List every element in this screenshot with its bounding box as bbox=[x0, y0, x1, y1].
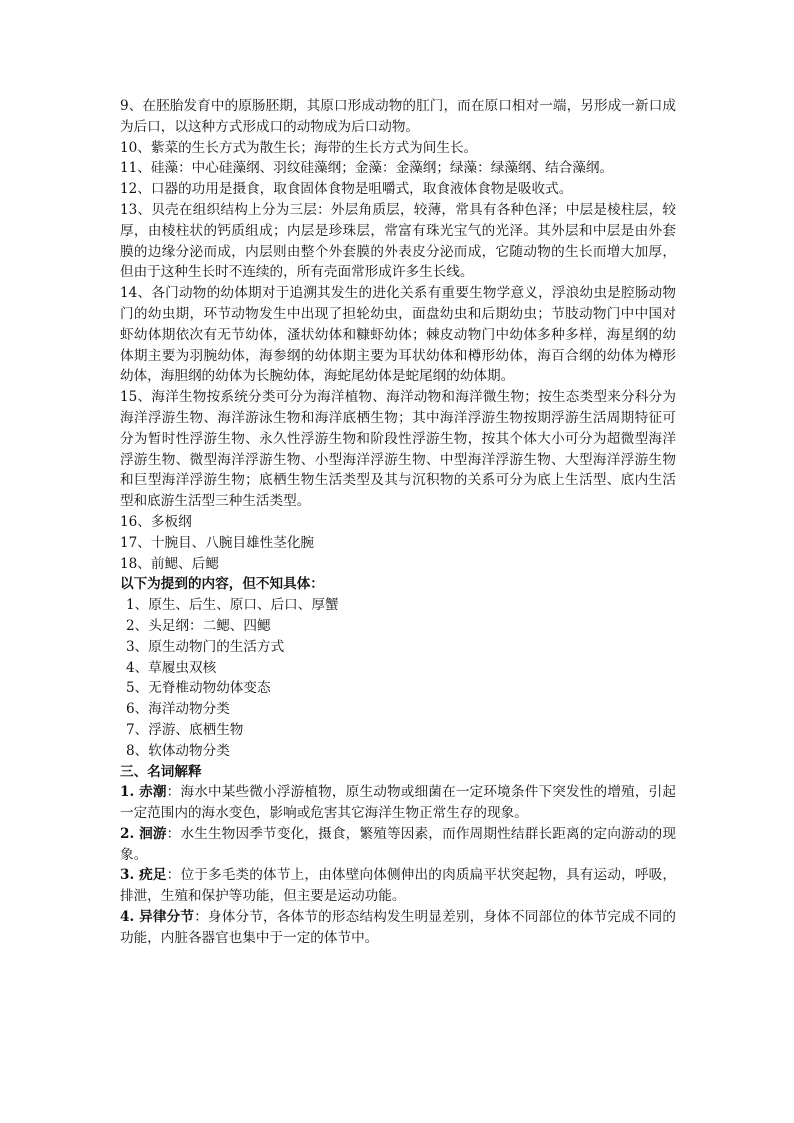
item-11: 11、硅藻：中心硅藻纲、羽纹硅藻纲；金藻：金藻纲；绿藻：绿藻纲、结合藻纲。 bbox=[120, 160, 614, 177]
unknown-heading: 以下为提到的内容，但不知具体： bbox=[120, 576, 324, 593]
unknown-list bbox=[120, 595, 676, 761]
definition-term: 3. 疣足 bbox=[120, 867, 167, 884]
definition-text: 身体分节，各体节的形态结构发生明显差别，身体不同部位的体节完成不同的功能，内脏各器官也集中于一定的体节中。 bbox=[120, 909, 676, 946]
unknown-list-item: 4、草履虫双核 bbox=[126, 659, 217, 676]
item-18: 18、前鳃、后鳃 bbox=[120, 555, 219, 572]
unknown-list-item: 6、海洋动物分类 bbox=[126, 701, 230, 718]
item-12: 12、口器的功用是摄食，取食固体食物是咀嚼式，取食液体食物是吸收式。 bbox=[120, 181, 573, 198]
definition-red-tide bbox=[120, 782, 676, 824]
document-page bbox=[120, 96, 676, 949]
item-16: 16、多板纲 bbox=[120, 513, 192, 530]
definition-term: 1. 赤潮 bbox=[120, 784, 167, 801]
definition-separator: ： bbox=[166, 825, 181, 842]
definition-separator: ： bbox=[166, 784, 181, 801]
definition-text: 海水中某些微小浮游植物，原生动物或细菌在一定环境条件下突发性的增殖，引起一定范围内的海水变色，影响或危害其它海洋生物正常生存的现象。 bbox=[120, 784, 677, 822]
definition-term: 4. 异律分节 bbox=[120, 909, 195, 926]
definition-migration bbox=[120, 824, 676, 866]
unknown-list-item: 1、原生、后生、原口、后口、厚蟹 bbox=[126, 597, 339, 614]
definition-text: 位于多毛类的体节上，由体壁向体侧伸出的肉质扁平状突起物，具有运动，呼吸，排泄，生殖和保护等功能，但主要是运动功能。 bbox=[120, 867, 677, 905]
definition-text: 水生生物因季节变化，摄食，繁殖等因素，而作周期性结群长距离的定向游动的现象。 bbox=[120, 825, 677, 863]
unknown-list-item: 5、无脊椎动物幼体变态 bbox=[126, 680, 271, 697]
unknown-list-item: 8、软体动物分类 bbox=[126, 742, 230, 759]
definition-parapodium bbox=[120, 865, 676, 907]
item-9: 9、在胚胎发育中的原肠胚期，其原口形成动物的肛门，而在原口相对一端，另形成一新口成为后口，以这种方式形成口的动物成为后口动物。 bbox=[120, 98, 676, 135]
unknown-list-item: 2、头足纲：二鳃、四鳃 bbox=[126, 617, 271, 634]
item-13: 13、贝壳在组织结构上分为三层：外层角质层，较薄，常具有各种色泽；中层是棱柱层，较厚，由棱柱状的钙质组成；内层是珍珠层，常富有珠光宝气的光泽。其外层和中层是由外套膜的边缘分泌而成，内层则由整个外套膜的外表皮分泌而成，它随动物的生长而增大加厚，但由于这种生长时不连续的，所有壳面常形成许多生长线。 bbox=[120, 201, 676, 281]
item-17: 17、十腕目、八腕目雄性茎化腕 bbox=[120, 534, 315, 551]
item-14: 14、各门动物的幼体期对于追溯其发生的进化关系有重要生物学意义，浮浪幼虫是腔肠动物门的幼虫期，环节动物发生中出现了担轮幼虫，面盘幼虫和后期幼虫；节肢动物门中中国对虾幼体期依次有无节幼体，溞状幼体和糠虾幼体；棘皮动物门中幼体多种多样，海星纲的幼体期主要为羽腕幼体，海参纲的幼体期主要为耳状幼体和樽形幼体，海百合纲的幼体为樽形幼体，海胆纲的幼体为长腕幼体，海蛇尾幼体是蛇尾纲的幼体期。 bbox=[120, 285, 676, 385]
item-10: 10、紫菜的生长方式为散生长；海带的生长方式为间生长。 bbox=[120, 139, 478, 156]
definition-separator: ： bbox=[166, 867, 181, 884]
definition-separator: ： bbox=[194, 909, 208, 926]
definition-heteronomous-segmentation bbox=[120, 907, 676, 949]
definition-term: 2. 洄游 bbox=[120, 825, 167, 842]
section-heading-definitions: 三、名词解释 bbox=[120, 763, 202, 780]
unknown-list-item: 7、浮游、底栖生物 bbox=[126, 721, 244, 738]
unknown-list-item: 3、原生动物门的生活方式 bbox=[126, 638, 285, 655]
item-15: 15、海洋生物按系统分类可分为海洋植物、海洋动物和海洋微生物；按生态类型来分科分为海洋浮游生物、海洋游泳生物和海洋底栖生物；其中海洋浮游生物按期浮游生活周期特征可分为暂时性浮游生物、永久性浮游生物和阶段性浮游生物，按其个体大小可分为超微型海洋浮游生物、微型海洋浮游生物、小型海洋浮游生物、中型海洋浮游生物、大型海洋浮游生物和巨型海洋浮游生物；底栖生物生活类型及其与沉积物的关系可分为底上生活型、底内生活型和底游生活型三种生活类型。 bbox=[120, 389, 676, 510]
